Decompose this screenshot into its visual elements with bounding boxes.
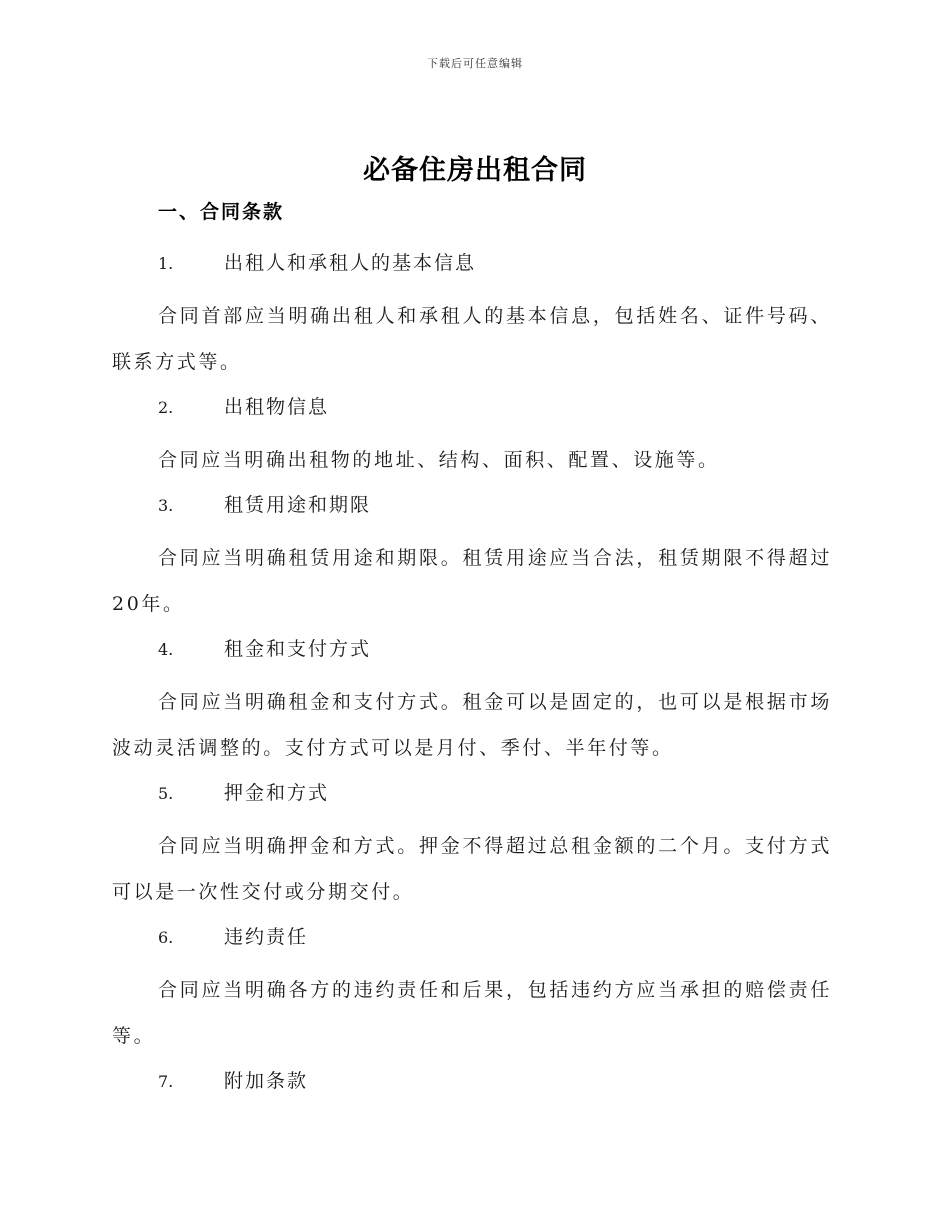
document-title: 必备住房出租合同 — [363, 155, 587, 186]
clause-title: 押金和方式 — [224, 782, 330, 804]
clause-heading-4 — [112, 634, 832, 662]
clause-title: 附加条款 — [224, 1070, 309, 1092]
clause-title: 租金和支付方式 — [224, 638, 372, 660]
clause-heading-1 — [112, 248, 832, 276]
clause-number: 7. — [158, 1072, 174, 1091]
clause-title: 出租物信息 — [224, 396, 330, 418]
clause-heading-7 — [112, 1066, 832, 1094]
clause-title: 租赁用途和期限 — [224, 494, 372, 516]
document-body — [112, 248, 832, 1111]
clause-number: 2. — [158, 398, 174, 417]
clause-heading-5 — [112, 778, 832, 806]
clause-title: 出租人和承租人的基本信息 — [224, 252, 477, 274]
clause-paragraph-6: 合同应当明确各方的违约责任和后果，包括违约方应当承担的赔偿责任等。 — [112, 979, 832, 1047]
clause-paragraph-2: 合同应当明确出租物的地址、结构、面积、配置、设施等。 — [158, 449, 720, 471]
clause-heading-3 — [112, 490, 832, 518]
clause-number: 5. — [158, 784, 174, 803]
clause-number: 6. — [158, 928, 174, 947]
clause-paragraph-1: 合同首部应当明确出租人和承租人的基本信息，包括姓名、证件号码、联系方式等。 — [112, 305, 832, 373]
clause-paragraph-3: 合同应当明确租赁用途和期限。租赁用途应当合法，租赁期限不得超过20年。 — [112, 547, 832, 615]
clause-number: 4. — [158, 640, 174, 659]
clause-paragraph-4: 合同应当明确租金和支付方式。租金可以是固定的，也可以是根据市场波动灵活调整的。支付方式可以是月付、季付、半年付等。 — [112, 691, 832, 759]
clause-heading-6 — [112, 922, 832, 950]
section-heading: 一、合同条款 — [158, 201, 285, 223]
clause-heading-2 — [112, 392, 832, 420]
clause-number: 3. — [158, 496, 174, 515]
clause-number: 1. — [158, 254, 174, 273]
clause-paragraph-5: 合同应当明确押金和方式。押金不得超过总租金额的二个月。支付方式可以是一次性交付或分期交付。 — [112, 835, 832, 903]
clause-title: 违约责任 — [224, 926, 309, 948]
header-note: 下载后可任意编辑 — [427, 57, 523, 70]
